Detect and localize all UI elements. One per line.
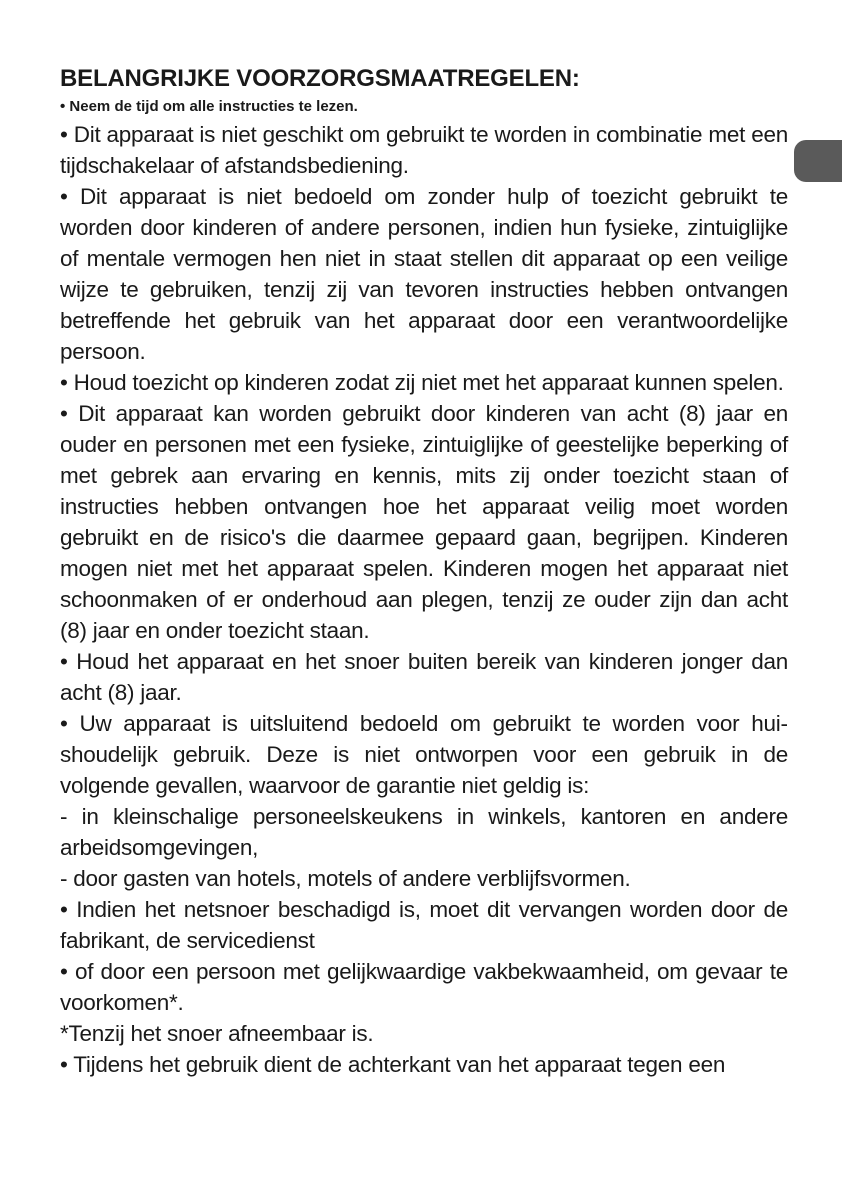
- paragraph-back-side: • Tijdens het gebruik dient de achterkant van het apparaat tegen een: [60, 1052, 726, 1077]
- paragraph-footnote: *Tenzij het snoer afneembaar is.: [60, 1021, 374, 1046]
- paragraph-household-use: • Uw apparaat is uitsluitend bedoeld om gebruikt te worden voor huishoudelijk gebruik. Deze is niet ontworpen voor een gebruik in de volgende gevallen, waarvoor de garantie niet geldig is:: [60, 711, 788, 798]
- paragraph-children-eight: • Dit apparaat kan worden gebruikt door kinderen van acht (8) jaar en ouder en personen met een fysieke, zintuiglijke of geestelijke beperking of met gebrek aan ervaring en kennis, mits zij onder toezicht staan of instructies hebben ontvangen hoe het apparaat veilig moet worden gebruikt en de risico's die daarmee gepaard gaan, begrijpen. Kinderen mogen niet met het apparaat spelen. Kinderen mogen het apparaat niet schoonmaken of er onderhoud aan plegen, tenzij ze ouder zijn dan acht (8) jaar en onder toezicht staan.: [60, 401, 788, 643]
- paragraph-children-play: • Houd toezicht op kinderen zodat zij niet met het apparaat kunnen spelen.: [60, 370, 784, 395]
- document-page: [60, 62, 788, 1080]
- read-instructions-note: • Neem de tijd om alle instructies te lezen.: [60, 98, 358, 115]
- paragraph-hotel-guests: - door gasten van hotels, motels of andere verblijfsvormen.: [60, 866, 631, 891]
- page-title: BELANGRIJKE VOORZORGSMAATREGELEN:: [60, 65, 580, 92]
- paragraph-cord-reach: • Houd het apparaat en het snoer buiten bereik van kinderen jonger dan acht (8) jaar.: [60, 649, 788, 705]
- paragraph-supervision: • Dit apparaat is niet bedoeld om zonder hulp of toezicht gebruikt te worden door kinderen of andere personen, indien hun fysieke, zintuiglijke of mentale vermogen hen niet in staat stellen dit apparaat op een veilige wijze te gebruiken, tenzij zij van tevoren instructies hebben ontvangen betreffende het gebruik van het apparaat door een verantwoordelijke persoon.: [60, 184, 788, 364]
- paragraph-staff-kitchens: - in kleinschalige personeelskeukens in winkels, kantoren en andere arbeidsomgevingen,: [60, 804, 788, 860]
- paragraph-damaged-cord: • Indien het netsnoer beschadigd is, moet dit vervangen worden door de fabrikant, de servicedienst: [60, 897, 788, 953]
- paragraph-timer: • Dit apparaat is niet geschikt om gebruikt te worden in combinatie met een tijdschakelaar of afstandsbediening.: [60, 122, 788, 178]
- section-tab-marker: [794, 140, 842, 182]
- paragraph-qualified-person: • of door een persoon met gelijkwaardige vakbekwaamheid, om gevaar te voorkomen*.: [60, 959, 788, 1015]
